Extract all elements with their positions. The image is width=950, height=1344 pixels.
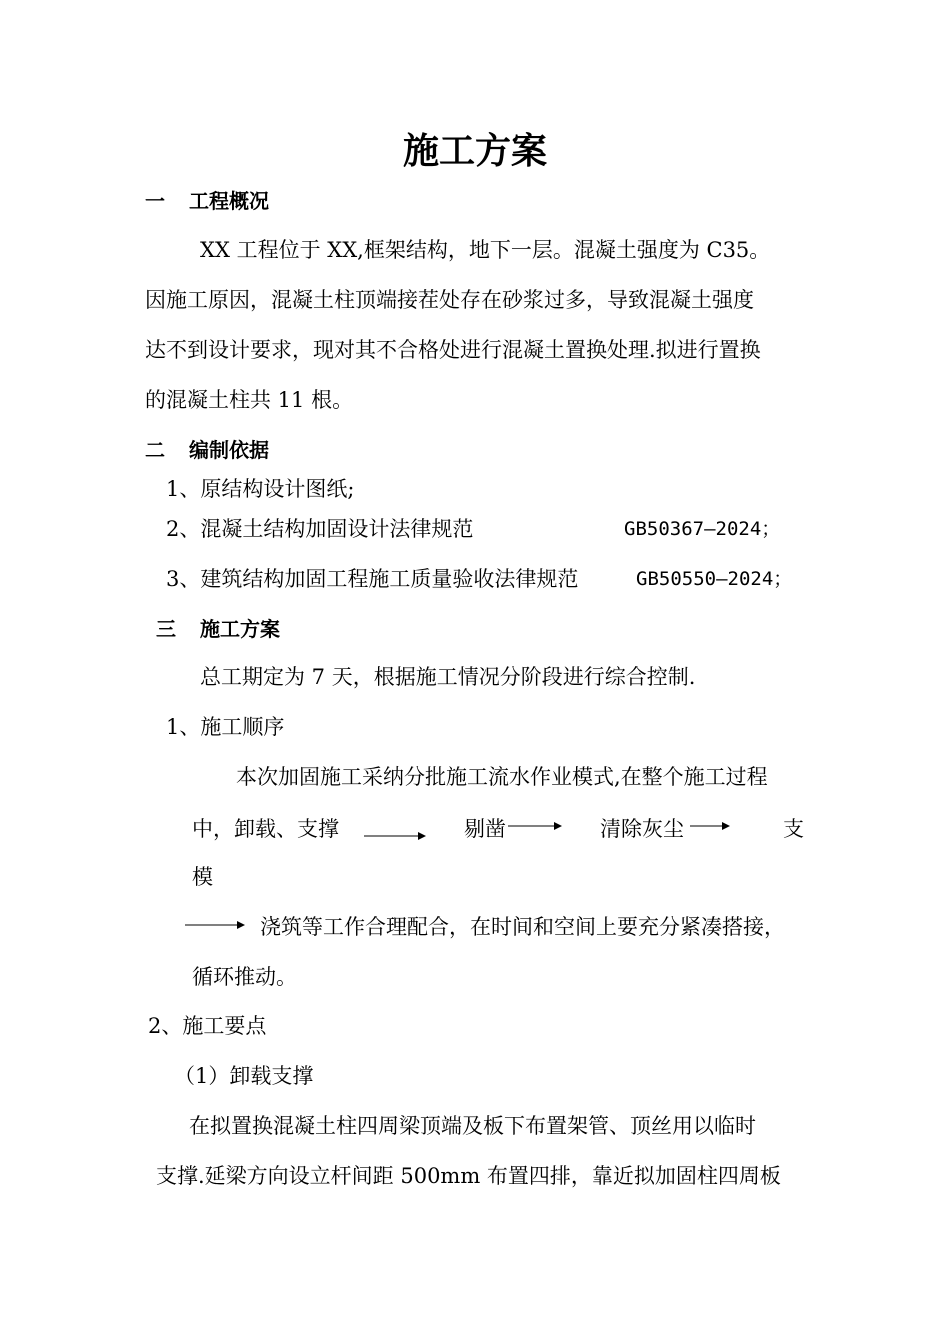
flow-arrow-icon — [690, 820, 732, 832]
sequence-line-3: 浇筑等工作合理配合，在时间和空间上要充分紧凑搭接， — [260, 915, 785, 939]
flow-step-formwork-wrap: 模 — [192, 865, 213, 889]
sequence-line-4: 循环推动。 — [192, 965, 297, 989]
section-1-line-2: 因施工原因，混凝土柱顶端接茬处存在砂浆过多，导致混凝土强度 — [145, 288, 754, 312]
key-point-line-2: 支撑.延梁方向设立杆间距 500mm 布置四排，靠近拟加固柱四周板 — [156, 1164, 781, 1188]
flow-step-dust-removal: 清除灰尘 — [600, 817, 684, 841]
basis-item-3: 3、建筑结构加固工程施工质量验收法律规范 — [166, 567, 579, 591]
flow-arrow-icon — [508, 820, 564, 832]
section-2-number: 二 — [145, 438, 165, 462]
key-point-1-label: （1）卸载支撑 — [174, 1064, 314, 1088]
section-3-number: 三 — [156, 617, 176, 641]
basis-item-3-code: GB50550—2024； — [636, 568, 793, 590]
flow-arrow-icon — [364, 829, 428, 841]
section-1-number: 一 — [145, 189, 165, 213]
section-1-line-1: XX 工程位于 XX,框架结构，地下一层。混凝土强度为 C35。 — [200, 238, 771, 262]
section-3-intro: 总工期定为 7 天，根据施工情况分阶段进行综合控制. — [200, 665, 696, 689]
flow-arrow-icon — [185, 919, 247, 931]
section-2-heading: 编制依据 — [189, 438, 269, 462]
sequence-flow-prefix: 中，卸载、支撑 — [192, 817, 339, 841]
section-1-heading: 工程概况 — [189, 189, 269, 213]
subsection-2-label: 2、施工要点 — [148, 1014, 267, 1038]
basis-item-2: 2、混凝土结构加固设计法律规范 — [166, 517, 474, 541]
section-1-line-4: 的混凝土柱共 11 根。 — [145, 388, 354, 412]
section-3-heading: 施工方案 — [200, 617, 280, 641]
flow-step-formwork: 支 — [783, 817, 804, 841]
sequence-line-1: 本次加固施工采纳分批施工流水作业模式,在整个施工过程 — [236, 765, 768, 789]
page-title: 施工方案 — [402, 131, 547, 172]
section-1-line-3: 达不到设计要求，现对其不合格处进行混凝土置换处理.拟进行置换 — [145, 338, 761, 362]
flow-step-chiseling: 剔凿 — [464, 817, 506, 841]
key-point-line-1: 在拟置换混凝土柱四周梁顶端及板下布置架管、顶丝用以临时 — [189, 1114, 756, 1138]
basis-item-2-code: GB50367—2024； — [624, 518, 781, 540]
basis-item-1: 1、原结构设计图纸; — [166, 477, 355, 501]
subsection-1-label: 1、施工顺序 — [166, 715, 285, 739]
